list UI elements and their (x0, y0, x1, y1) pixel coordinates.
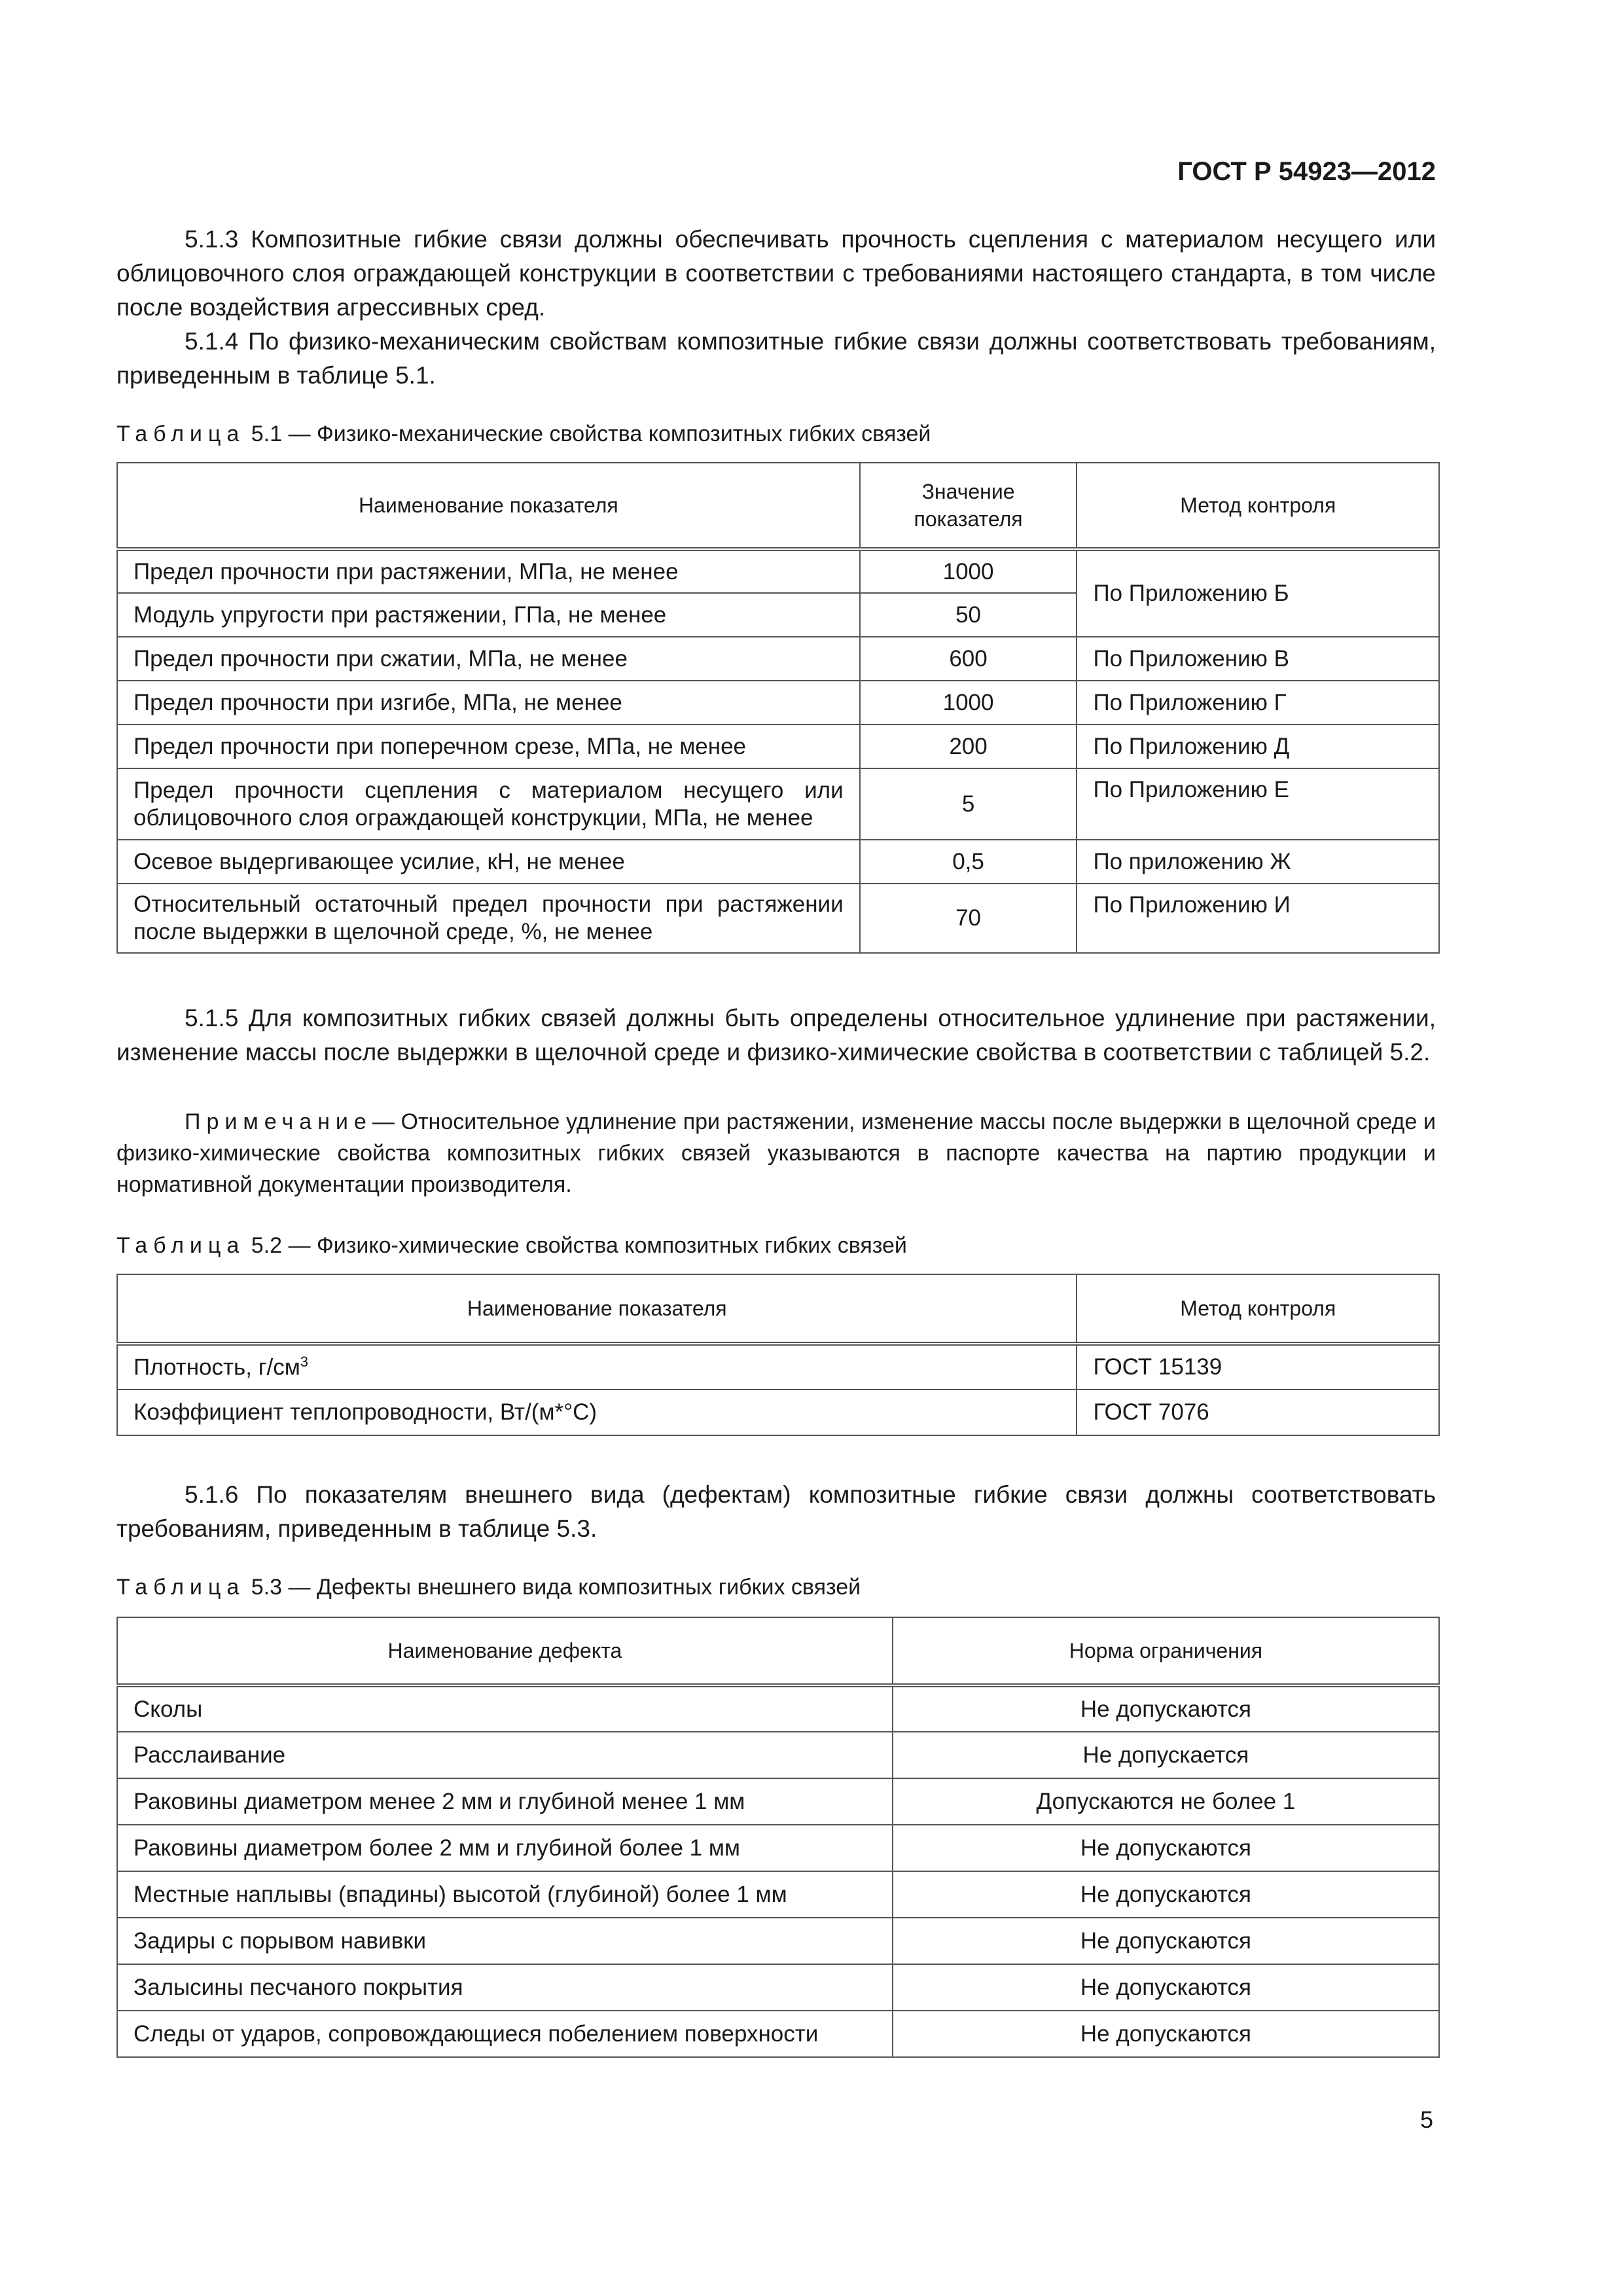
table-5-2 (116, 1274, 1440, 1436)
table-label: Таблица (116, 1233, 245, 1258)
density-label: Плотность, г/см (134, 1354, 300, 1380)
table-row (117, 884, 1439, 953)
paragraph-5-1-3: 5.1.3 Композитные гибкие связи должны обеспечивать прочность сцепления с материалом несущего или облицовочного слоя ограждающей конструкции в соответствии с требованиями настоящего стандарта, в том числе после воздействия агрессивных сред. (116, 226, 1436, 321)
table-row (117, 1871, 1439, 1918)
column-header: Метод контроля (1077, 1274, 1439, 1344)
table-row (117, 1732, 1439, 1778)
cell: Относительный остаточный предел прочности при растяжении после выдержки в щелочной среде, %, не менее (117, 884, 860, 953)
cell: Задиры с порывом навивки (117, 1918, 893, 1964)
cell: 0,5 (860, 840, 1077, 884)
table-row (117, 2011, 1439, 2057)
cell: Залысины песчаного покрытия (117, 1964, 893, 2011)
cell: Не допускаются (893, 1871, 1439, 1918)
paragraph-5-1-6: 5.1.6 По показателям внешнего вида (дефектам) композитные гибкие связи должны соответствовать требованиям, приведенным в таблице 5.3. (116, 1481, 1436, 1542)
cell: По Приложению Д (1077, 725, 1439, 768)
table-row (117, 768, 1439, 840)
table-5-2-caption (116, 1233, 907, 1259)
cell: Модуль упругости при растяжении, ГПа, не менее (117, 593, 860, 637)
column-header: Наименование дефекта (117, 1617, 893, 1685)
cell: По Приложению И (1077, 884, 1439, 953)
cell: Предел прочности при растяжении, МПа, не менее (117, 549, 860, 593)
cell: 200 (860, 725, 1077, 768)
table-row (117, 1964, 1439, 2011)
table-5-1-caption (116, 422, 931, 447)
table-caption-text: 5.1 — Физико-механические свойства композитных гибких связей (251, 422, 931, 446)
cell: По Приложению В (1077, 637, 1439, 681)
table-5-1 (116, 462, 1440, 954)
cell: ГОСТ 15139 (1077, 1344, 1439, 1390)
cell: Осевое выдергивающее усилие, кН, не менее (117, 840, 860, 884)
cell: По Приложению Г (1077, 681, 1439, 725)
table-row (117, 1918, 1439, 1964)
table-row (117, 1344, 1439, 1390)
cell: Предел прочности при сжатии, МПа, не менее (117, 637, 860, 681)
table-row (117, 637, 1439, 681)
paragraph-5-1-4: 5.1.4 По физико-механическим свойствам композитные гибкие связи должны соответствовать требованиям, приведенным в таблице 5.1. (116, 328, 1436, 389)
table-row (117, 725, 1439, 768)
cell: 600 (860, 637, 1077, 681)
table-row (117, 1825, 1439, 1871)
cell: Предел прочности сцепления с материалом несущего или облицовочного слоя ограждающей конструкции, МПа, не менее (117, 768, 860, 840)
note-label: Примечание (185, 1109, 372, 1134)
cell: 50 (860, 593, 1077, 637)
table-row (117, 1685, 1439, 1732)
table-row (117, 549, 1439, 593)
cell: По Приложению Е (1077, 768, 1439, 840)
table-label: Таблица (116, 1575, 245, 1600)
cell: Предел прочности при поперечном срезе, МПа, не менее (117, 725, 860, 768)
cell: Не допускаются (893, 1825, 1439, 1871)
table-row (117, 681, 1439, 725)
table-row (117, 840, 1439, 884)
table-caption-text: 5.3 — Дефекты внешнего вида композитных гибких связей (251, 1575, 861, 1600)
cell: Сколы (117, 1685, 893, 1732)
table-row (117, 1390, 1439, 1435)
table-5-3-caption (116, 1575, 861, 1600)
cell: По приложению Ж (1077, 840, 1439, 884)
cell: Расслаивание (117, 1732, 893, 1778)
note-text: — Относительное удлинение при растяжении, изменение массы после выдержки в щелочной среде и физико-химические свойства композитных гибких связей указываются в паспорте качества на партию продукции и нормативной документации производителя. (116, 1109, 1436, 1197)
cell: 5 (860, 768, 1077, 840)
cell: Не допускаются (893, 1964, 1439, 2011)
table-row (117, 1778, 1439, 1825)
cell: Следы от ударов, сопровождающиеся побелением поверхности (117, 2011, 893, 2057)
cell: Не допускаются (893, 1685, 1439, 1732)
note (116, 1106, 1436, 1200)
column-header: Метод контроля (1077, 463, 1439, 549)
cell: Раковины диаметром более 2 мм и глубиной более 1 мм (117, 1825, 893, 1871)
table-label: Таблица (116, 422, 245, 446)
document-code: ГОСТ Р 54923—2012 (1177, 157, 1436, 186)
cell: Допускаются не более 1 (893, 1778, 1439, 1825)
cell: 70 (860, 884, 1077, 953)
paragraph-5-1-5: 5.1.5 Для композитных гибких связей должны быть определены относительное удлинение при растяжении, изменение массы после выдержки в щелочной среде и физико-химические свойства в соответствии с таблицей 5.2. (116, 1005, 1436, 1066)
page-number: 5 (1419, 2106, 1433, 2133)
cell: Не допускаются (893, 2011, 1439, 2057)
column-header: Норма ограничения (893, 1617, 1439, 1685)
cell: 1000 (860, 549, 1077, 593)
cell: Не допускается (893, 1732, 1439, 1778)
table-5-3 (116, 1617, 1440, 2058)
table-caption-text: 5.2 — Физико-химические свойства композитных гибких связей (251, 1233, 907, 1258)
superscript: 3 (300, 1354, 309, 1371)
cell: Предел прочности при изгибе, МПа, не менее (117, 681, 860, 725)
column-header: Значение показателя (860, 463, 1077, 549)
cell: По Приложению Б (1077, 549, 1439, 637)
cell: Не допускаются (893, 1918, 1439, 1964)
cell (117, 1344, 1077, 1390)
column-header: Наименование показателя (117, 1274, 1077, 1344)
cell: 1000 (860, 681, 1077, 725)
cell: Коэффициент теплопроводности, Вт/(м*°С) (117, 1390, 1077, 1435)
cell: Раковины диаметром менее 2 мм и глубиной менее 1 мм (117, 1778, 893, 1825)
column-header: Наименование показателя (117, 463, 860, 549)
cell: ГОСТ 7076 (1077, 1390, 1439, 1435)
cell: Местные наплывы (впадины) высотой (глубиной) более 1 мм (117, 1871, 893, 1918)
